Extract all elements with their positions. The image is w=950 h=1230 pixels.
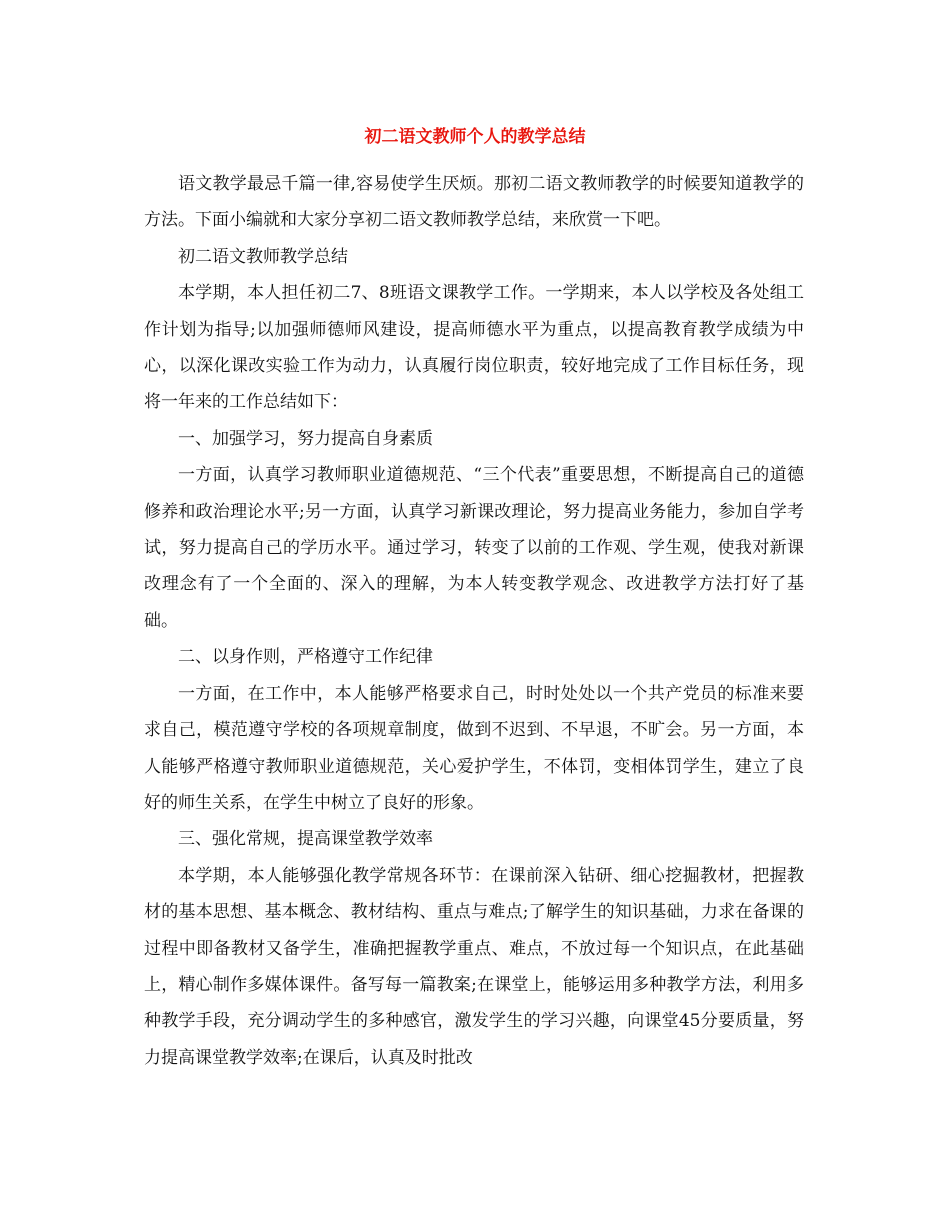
paragraph-overview: 本学期，本人担任初二7、8班语文课教学工作。一学期来，本人以学校及各处组工作计划为指导;以加强师德师风建设，提高师德水平为重点，以提高教育教学成绩为中心，以深化课改实验工作为动力，认真履行岗位职责，较好地完成了工作目标任务，现将一年来的工作总结如下：: [144, 283, 804, 413]
section-heading-1: 一、加强学习，努力提高自身素质: [178, 428, 433, 449]
subheading-summary: 初二语文教师教学总结: [178, 246, 348, 267]
section-heading-2: 二、以身作则，严格遵守工作纪律: [178, 647, 433, 668]
paragraph-section-3: 本学期，本人能够强化教学常规各环节：在课前深入钻研、细心挖掘教材，把握教材的基本思想、基本概念、教材结构、重点与难点;了解学生的知识基础，力求在备课的过程中即备教材又备学生，准确把握教学重点、难点，不放过每一个知识点，在此基础上，精心制作多媒体课件。备写每一篇教案;在课堂上，能够运用多种教学方法，利用多种教学手段，充分调动学生的多种感官，激发学生的学习兴趣，向课堂45分要质量，努力提高课堂教学效率;在课后，认真及时批改: [144, 865, 804, 1068]
paragraph-intro: 语文教学最忌千篇一律,容易使学生厌烦。那初二语文教师教学的时候要知道教学的方法。下面小编就和大家分享初二语文教师教学总结，来欣赏一下吧。: [144, 174, 804, 231]
paragraph-section-2: 一方面，在工作中，本人能够严格要求自己，时时处处以一个共产党员的标准来要求自己，模范遵守学校的各项规章制度，做到不迟到、不早退，不旷会。另一方面，本人能够严格遵守教师职业道德规范，关心爱护学生，不体罚，变相体罚学生，建立了良好的师生关系，在学生中树立了良好的形象。: [144, 683, 804, 813]
document-body: [144, 162, 804, 1076]
paragraph-section-1: 一方面，认真学习教师职业道德规范、“三个代表”重要思想，不断提高自己的道德修养和政治理论水平;另一方面，认真学习新课改理论，努力提高业务能力，参加自学考试，努力提高自己的学历水平。通过学习，转变了以前的工作观、学生观，使我对新课改理念有了一个全面的、深入的理解，为本人转变教学观念、改进教学方法打好了基础。: [144, 465, 804, 631]
document-title: 初二语文教师个人的教学总结: [364, 127, 586, 147]
section-heading-3: 三、强化常规，提高课堂教学效率: [178, 829, 433, 850]
